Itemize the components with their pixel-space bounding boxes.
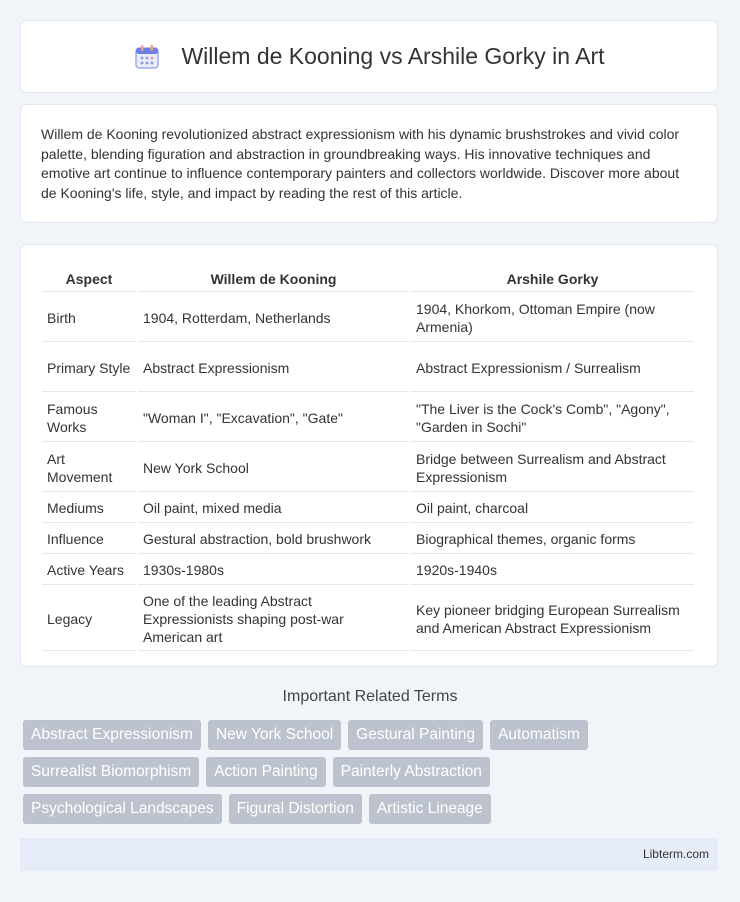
table-header-row — [42, 267, 694, 292]
tag-new-york-school[interactable]: New York School — [208, 720, 341, 750]
table-row — [42, 394, 694, 442]
tag-painterly-abstraction[interactable]: Painterly Abstraction — [333, 757, 490, 787]
table-row — [42, 587, 694, 651]
header-aspect: Aspect — [42, 267, 136, 292]
tag-action-painting[interactable]: Action Painting — [206, 757, 325, 787]
row-gorky: Bridge between Surrealism and Abstract Expressionism — [411, 444, 694, 492]
row-gorky: 1904, Khorkom, Ottoman Empire (now Armenia) — [411, 294, 694, 342]
tag-abstract-expressionism[interactable]: Abstract Expressionism — [23, 720, 201, 750]
row-gorky: 1920s-1940s — [411, 556, 694, 585]
tag-surrealist-biomorphism[interactable]: Surrealist Biomorphism — [23, 757, 199, 787]
tag-psychological-landscapes[interactable]: Psychological Landscapes — [23, 794, 222, 824]
footer-link[interactable]: Libterm.com — [642, 847, 709, 861]
row-aspect: Art Movement — [42, 444, 136, 492]
row-aspect: Influence — [42, 525, 136, 554]
row-de-kooning: 1904, Rotterdam, Netherlands — [138, 294, 409, 342]
intro-card — [20, 104, 718, 223]
row-gorky: Oil paint, charcoal — [411, 494, 694, 523]
row-de-kooning: One of the leading Abstract Expressionists shaping post-war American art — [138, 587, 409, 651]
header-gorky: Arshile Gorky — [411, 267, 694, 292]
row-aspect: Active Years — [42, 556, 136, 585]
comparison-card — [20, 244, 718, 667]
related-terms-title: Important Related Terms — [282, 688, 458, 705]
table-row — [42, 494, 694, 523]
row-gorky: Key pioneer bridging European Surrealism and American Abstract Expressionism — [411, 587, 694, 651]
related-terms-list — [23, 720, 723, 831]
row-de-kooning: Abstract Expressionism — [138, 344, 409, 392]
row-gorky: Abstract Expressionism / Surrealism — [411, 344, 694, 392]
tag-figural-distortion[interactable]: Figural Distortion — [229, 794, 362, 824]
row-aspect: Mediums — [42, 494, 136, 523]
row-gorky: Biographical themes, organic forms — [411, 525, 694, 554]
row-de-kooning: New York School — [138, 444, 409, 492]
row-de-kooning: Gestural abstraction, bold brushwork — [138, 525, 409, 554]
table-row — [42, 294, 694, 342]
tag-row — [23, 794, 723, 824]
row-gorky: "The Liver is the Cock's Comb", "Agony", "Garden in Sochi" — [411, 394, 694, 442]
comparison-table — [40, 265, 696, 653]
tag-artistic-lineage[interactable]: Artistic Lineage — [369, 794, 491, 824]
page-title: Willem de Kooning vs Arshile Gorky in Art — [181, 43, 605, 69]
row-aspect: Legacy — [42, 587, 136, 651]
row-de-kooning: "Woman I", "Excavation", "Gate" — [138, 394, 409, 442]
tag-automatism[interactable]: Automatism — [490, 720, 588, 750]
header-de-kooning: Willem de Kooning — [138, 267, 409, 292]
table-row — [42, 525, 694, 554]
tag-row — [23, 757, 723, 787]
tag-gestural-painting[interactable]: Gestural Painting — [348, 720, 483, 750]
table-row — [42, 444, 694, 492]
row-aspect: Famous Works — [42, 394, 136, 442]
row-de-kooning: 1930s-1980s — [138, 556, 409, 585]
header-card — [20, 20, 718, 93]
tag-row — [23, 720, 723, 750]
table-row — [42, 344, 694, 392]
row-aspect: Primary Style — [42, 344, 136, 392]
calendar-icon — [133, 43, 161, 71]
intro-text: Willem de Kooning revolutionized abstract expressionism with his dynamic brushstrokes and vivid color palette, blending figuration and abstraction in groundbreaking ways. His innovative techniques and emotive art continue to influence contemporary painters and collectors worldwide. Discover more about de Kooning's life, style, and impact by reading the rest of this article. — [41, 126, 680, 201]
row-de-kooning: Oil paint, mixed media — [138, 494, 409, 523]
table-row — [42, 556, 694, 585]
footer — [20, 838, 718, 871]
row-aspect: Birth — [42, 294, 136, 342]
